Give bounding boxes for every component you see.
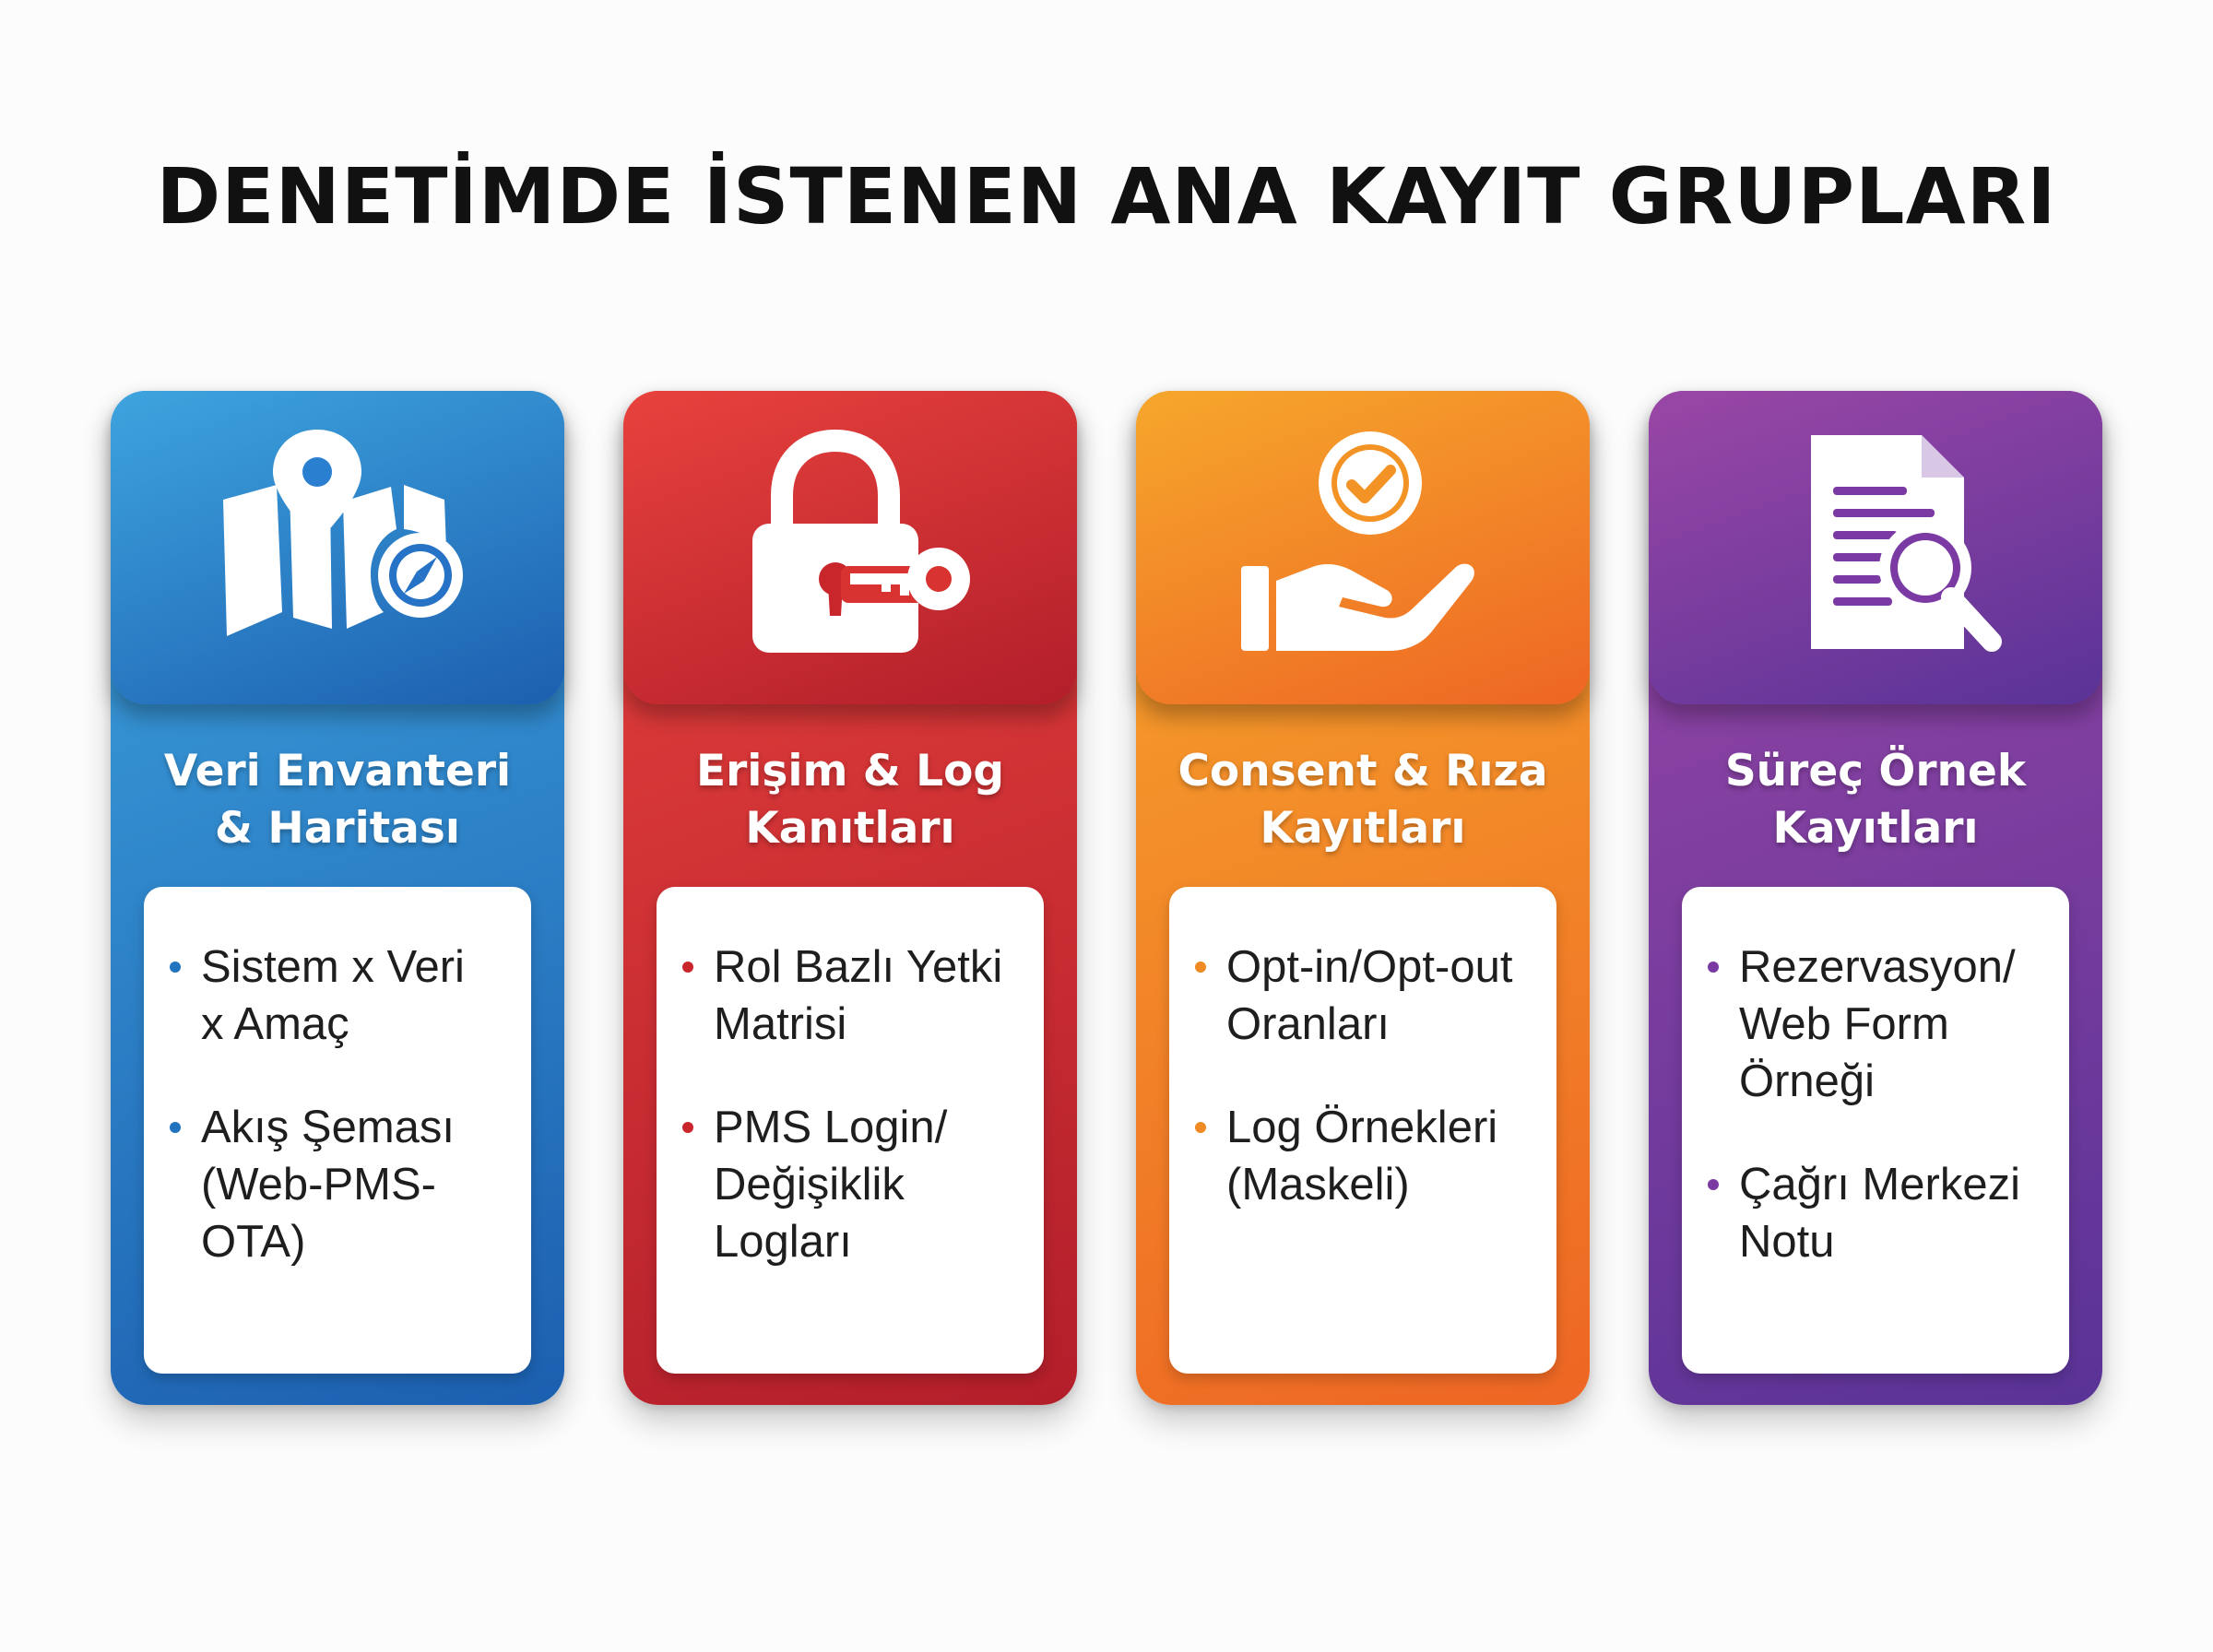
card-title: Consent & Rıza Kayıtları xyxy=(1178,746,1548,854)
card-title: Veri Envanteri & Haritası xyxy=(163,746,512,854)
list-item-text: Akış Şeması (Web-PMS- OTA) xyxy=(201,1103,456,1267)
card-body xyxy=(144,887,531,1374)
bullet xyxy=(170,1122,181,1133)
bullet xyxy=(682,962,693,973)
item-list xyxy=(144,887,531,1270)
card-title: Erişim & Log Kanıtları xyxy=(695,746,1005,854)
list-item-text: Rol Bazlı Yetki Matrisi xyxy=(714,942,1003,1049)
list-item xyxy=(1739,938,2054,1110)
list-item-text: PMS Login/ Değişiklik Logları xyxy=(714,1103,948,1267)
list-item-text: Log Örnekleri (Maskeli) xyxy=(1226,1103,1498,1210)
card-title: Süreç Örnek Kayıtları xyxy=(1724,746,2027,854)
list-item-text: Rezervasyon/ Web Form Örneği xyxy=(1739,942,2016,1106)
card-erisim-log xyxy=(623,391,1077,1405)
list-item-text: Çağrı Merkezi Notu xyxy=(1739,1160,2020,1267)
list-item xyxy=(1739,1156,2054,1270)
card-body xyxy=(657,887,1044,1374)
list-item xyxy=(201,1099,516,1270)
list-item xyxy=(714,938,1029,1053)
list-item xyxy=(201,938,516,1053)
page-title: DENETİMDE İSTENEN ANA KAYIT GRUPLARI xyxy=(156,151,2057,242)
padlock-key-icon xyxy=(712,428,988,667)
list-item xyxy=(1226,1099,1542,1213)
card-veri-envanteri xyxy=(111,391,564,1405)
bullet xyxy=(1195,1122,1206,1133)
bullet xyxy=(1708,962,1719,973)
hand-checkmark-icon xyxy=(1225,428,1501,667)
document-search-icon xyxy=(1737,428,2014,667)
list-item xyxy=(714,1099,1029,1270)
item-list xyxy=(657,887,1044,1270)
card-body xyxy=(1682,887,2069,1374)
card-surec-ornek xyxy=(1649,391,2102,1405)
bullet xyxy=(1195,962,1206,973)
item-list xyxy=(1682,887,2069,1270)
list-item xyxy=(1226,938,1542,1053)
list-item-text: Opt-in/Opt-out Oranları xyxy=(1226,942,1513,1049)
item-list xyxy=(1169,887,1556,1213)
card-consent-riza xyxy=(1136,391,1590,1405)
map-pin-compass-icon xyxy=(199,428,476,667)
card-body xyxy=(1169,887,1556,1374)
bullet xyxy=(1708,1179,1719,1190)
bullet xyxy=(682,1122,693,1133)
bullet xyxy=(170,962,181,973)
list-item-text: Sistem x Veri x Amaç xyxy=(201,942,465,1049)
